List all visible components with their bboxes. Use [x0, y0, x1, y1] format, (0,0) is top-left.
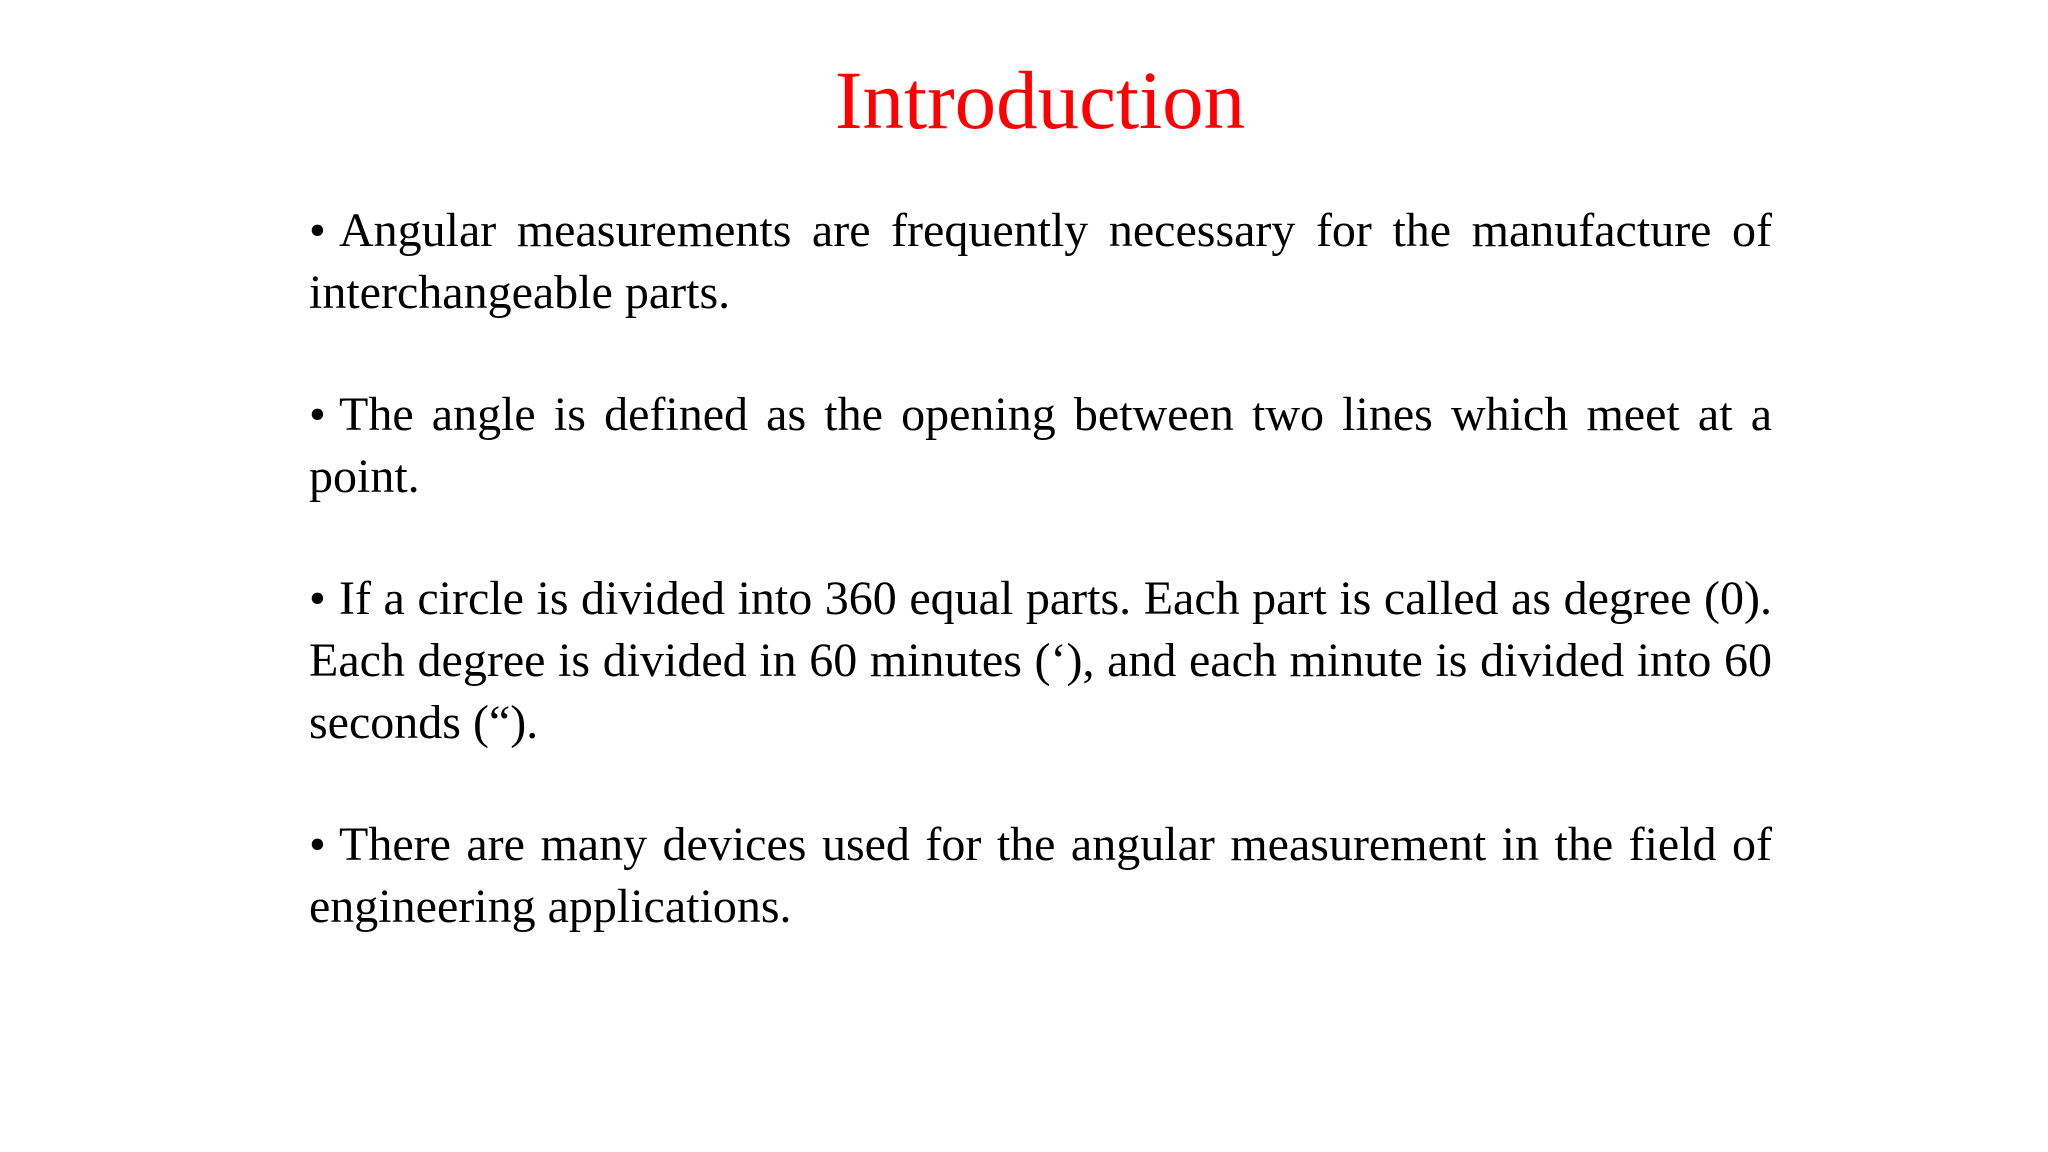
bullet-item: [309, 568, 1772, 754]
bullet-text: If a circle is divided into 360 equal parts. Each part is called as degree (0). Each degree is divided in 60 minutes (‘), and each minute is divided into 60 seconds (“).: [309, 572, 1772, 749]
bullet-text: There are many devices used for the angular measurement in the field of engineering applications.: [309, 818, 1772, 933]
bullet-item: [309, 200, 1772, 324]
bullet-text: The angle is defined as the opening between two lines which meet at a point.: [309, 388, 1772, 503]
bullet-dot-icon: •: [309, 204, 326, 257]
bullet-dot-icon: •: [309, 572, 326, 625]
bullet-text: Angular measurements are frequently necessary for the manufacture of interchangeable parts.: [309, 204, 1772, 319]
bullet-dot-icon: •: [309, 818, 326, 871]
bullet-list: [309, 200, 1772, 938]
bullet-dot-icon: •: [309, 388, 326, 441]
bullet-item: [309, 814, 1772, 938]
bullet-item: [309, 384, 1772, 508]
slide-title: Introduction: [834, 54, 1246, 146]
